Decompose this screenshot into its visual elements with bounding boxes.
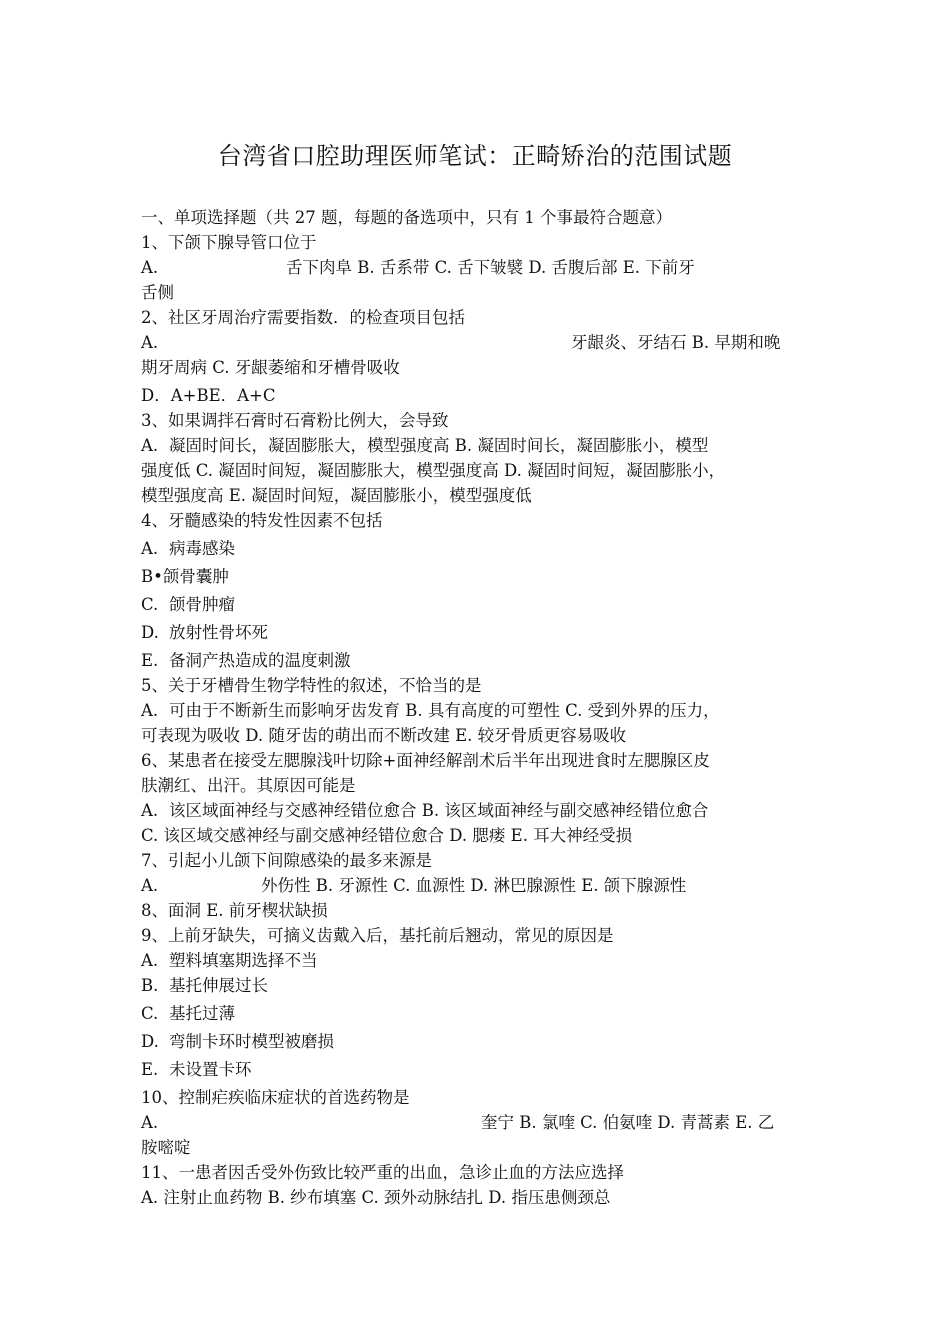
q9-option-e-text: 未设置卡环 (169, 1060, 252, 1079)
q4-option-e-text: 备洞产热造成的温度刺激 (169, 651, 351, 670)
q9-option-d (141, 1029, 809, 1054)
q4-option-d-text: 放射性骨坏死 (169, 623, 268, 642)
q1-options-cont: 舌侧 (141, 283, 174, 302)
q4-option-a-label: A. (141, 539, 159, 558)
q3-line2: 强度低 C. 凝固时间短，凝固膨胀大，模型强度高 D. 凝固时间短，凝固膨胀小， (141, 461, 726, 480)
q3-option-a-label: A. (141, 436, 159, 455)
q2-options-text: 牙龈炎、牙结石 B. 早期和晚 (571, 333, 781, 352)
q5-line2: 可表现为吸收 D. 随牙齿的萌出而不断改建 E. 较牙骨质更容易吸收 (141, 726, 627, 745)
q10-options (141, 1110, 809, 1135)
q9-option-b-label: B. (141, 976, 159, 995)
q3-line1 (141, 433, 809, 458)
q5-line1-text: 可由于不断新生而影响牙齿发育 B. 具有高度的可塑性 C. 受到外界的压力， (169, 701, 720, 720)
q9-option-c (141, 1001, 809, 1026)
q10-stem: 10、控制疟疾临床症状的首选药物是 (141, 1088, 410, 1107)
q4-option-b: B•颌骨囊肿 (141, 567, 229, 586)
q2-options (141, 330, 809, 355)
q1-options-text: 舌下肉阜 B. 舌系带 C. 舌下皱襞 D. 舌腹后部 E. 下前牙 (286, 258, 695, 277)
q9-option-a-label: A. (141, 951, 159, 970)
q5-option-a-label: A. (141, 701, 159, 720)
q4-option-a-text: 病毒感染 (169, 539, 235, 558)
q6-stem-line1: 6、某患者在接受左腮腺浅叶切除+面神经解剖术后半年出现进食时左腮腺区皮 (141, 751, 710, 770)
document-title: 台湾省口腔助理医师笔试：正畸矫治的范围试题 (217, 142, 733, 170)
q4-stem: 4、牙髓感染的特发性因素不包括 (141, 511, 383, 530)
q4-option-d (141, 620, 809, 645)
q6-option-a-label: A. (141, 801, 159, 820)
q9-option-d-text: 弯制卡环时模型被磨损 (169, 1032, 334, 1051)
q9-option-c-text: 基托过薄 (169, 1004, 235, 1023)
q9-option-a (141, 948, 809, 973)
q4-option-e (141, 648, 809, 673)
q1-stem: 1、下颌下腺导管口位于 (141, 233, 317, 252)
q7-option-a-label: A. (141, 876, 159, 895)
q4-option-c-text: 颌骨肿瘤 (169, 595, 235, 614)
q2-options-cont: 期牙周病 C. 牙龈萎缩和牙槽骨吸收 (141, 358, 400, 377)
q3-line3: 模型强度高 E. 凝固时间短，凝固膨胀小，模型强度低 (141, 486, 532, 505)
q6-stem-line2: 肤潮红、出汗。其原因可能是 (141, 776, 356, 795)
q7-options-text: 外伤性 B. 牙源性 C. 血源性 D. 淋巴腺源性 E. 颌下腺源性 (261, 876, 687, 895)
q6-line2: C. 该区域交感神经与副交感神经错位愈合 D. 腮瘘 E. 耳大神经受损 (141, 826, 633, 845)
q2-options-line3: D．A+BE．A+C (141, 386, 276, 405)
q9-option-b (141, 973, 809, 998)
q10-options-cont: 胺嘧啶 (141, 1138, 191, 1157)
q7-options (141, 873, 809, 898)
q9-stem: 9、上前牙缺失，可摘义齿戴入后，基托前后翘动，常见的原因是 (141, 926, 614, 945)
q11-options: A. 注射止血药物 B. 纱布填塞 C. 颈外动脉结扎 D. 指压患侧颈总 (141, 1188, 611, 1207)
q11-stem: 11、一患者因舌受外伤致比较严重的出血，急诊止血的方法应选择 (141, 1163, 624, 1182)
q9-option-e (141, 1057, 809, 1082)
q1-option-a-label: A. (141, 258, 159, 277)
q1-options (141, 255, 809, 280)
q6-line1-text: 该区域面神经与交感神经错位愈合 B. 该区域面神经与副交感神经错位愈合 (169, 801, 709, 820)
q5-line1 (141, 698, 809, 723)
q10-options-text: 奎宁 B. 氯喹 C. 伯氨喹 D. 青蒿素 E. 乙 (481, 1113, 775, 1132)
q7-stem: 7、引起小儿颌下间隙感染的最多来源是 (141, 851, 432, 870)
q9-option-b-text: 基托伸展过长 (169, 976, 268, 995)
section-heading: 一、单项选择题（共 27 题，每题的备选项中，只有 1 个事最符合题意） (141, 208, 672, 227)
q9-option-a-text: 塑料填塞期选择不当 (169, 951, 318, 970)
q4-option-e-label: E. (141, 651, 159, 670)
q9-option-c-label: C. (141, 1004, 159, 1023)
q4-option-a (141, 536, 809, 561)
q6-line1 (141, 798, 809, 823)
q8-line: 8、面洞 E. 前牙楔状缺损 (141, 901, 328, 920)
q9-option-d-label: D. (141, 1032, 159, 1051)
q4-option-c (141, 592, 809, 617)
q10-option-a-label: A. (141, 1113, 159, 1132)
q5-stem: 5、关于牙槽骨生物学特性的叙述，不恰当的是 (141, 676, 482, 695)
q2-stem: 2、社区牙周治疗需要指数．的检查项目包括 (141, 308, 465, 327)
q3-stem: 3、如果调拌石膏时石膏粉比例大，会导致 (141, 411, 449, 430)
q9-option-e-label: E. (141, 1060, 159, 1079)
q4-option-d-label: D. (141, 623, 159, 642)
q3-line1-text: 凝固时间长，凝固膨胀大，模型强度高 B. 凝固时间长，凝固膨胀小，模型 (169, 436, 709, 455)
q2-option-a-label: A. (141, 333, 159, 352)
exam-content (141, 205, 809, 1210)
q4-option-c-label: C. (141, 595, 159, 614)
